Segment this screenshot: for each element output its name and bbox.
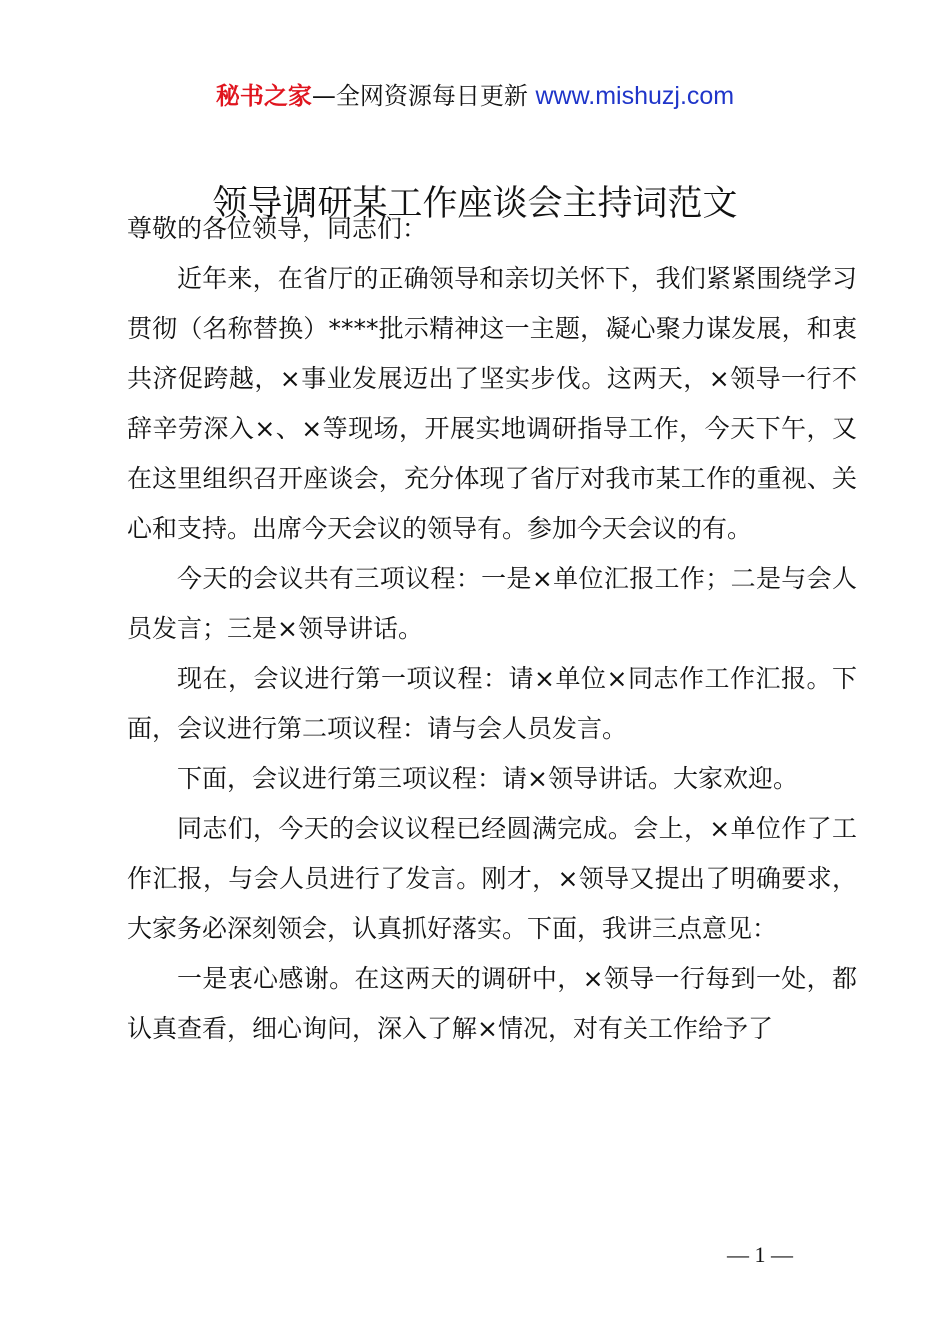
site-banner	[0, 78, 950, 114]
site-brand: 秘书之家	[215, 82, 312, 110]
paragraph-2: 今天的会议共有三项议程：一是×单位汇报工作；二是与会人员发言；三是×领导讲话。	[127, 564, 857, 643]
paragraph-5: 同志们，今天的会议议程已经圆满完成。会上，×单位作了工作汇报，与会人员进行了发言。刚才，×领导又提出了明确要求，大家务必深刻领会，认真抓好落实。下面，我讲三点意见：	[127, 814, 857, 943]
paragraph-6: 一是衷心感谢。在这两天的调研中，×领导一行每到一处，都认真查看，细心询问，深入了解×情况，对有关工作给予了	[127, 964, 857, 1043]
site-tagline: —全网资源每日更新	[311, 82, 536, 110]
page-number: — 1 —	[727, 1242, 793, 1267]
paragraph-3: 现在，会议进行第一项议程：请×单位×同志作工作汇报。下面，会议进行第二项议程：请与会人员发言。	[127, 664, 857, 743]
paragraph-1: 近年来，在省厅的正确领导和亲切关怀下，我们紧紧围绕学习贯彻（名称替换）****批示精神这一主题，凝心聚力谋发展，和衷共济促跨越，×事业发展迈出了坚实步伐。这两天，×领导一行不辞辛劳深入×、×等现场，开展实地调研指导工作，今天下午，又在这里组织召开座谈会，充分体现了省厅对我市某工作的重视、关心和支持。出席今天会议的领导有。参加今天会议的有。	[127, 264, 857, 543]
paragraph-4: 下面，会议进行第三项议程：请×领导讲话。大家欢迎。	[177, 764, 798, 793]
site-url-link[interactable]: www.mishuzj.com	[535, 82, 735, 110]
document-body	[127, 204, 857, 1054]
salutation: 尊敬的各位领导，同志们：	[127, 214, 428, 243]
document-title: 领导调研某工作座谈会主持词范文	[212, 184, 738, 224]
